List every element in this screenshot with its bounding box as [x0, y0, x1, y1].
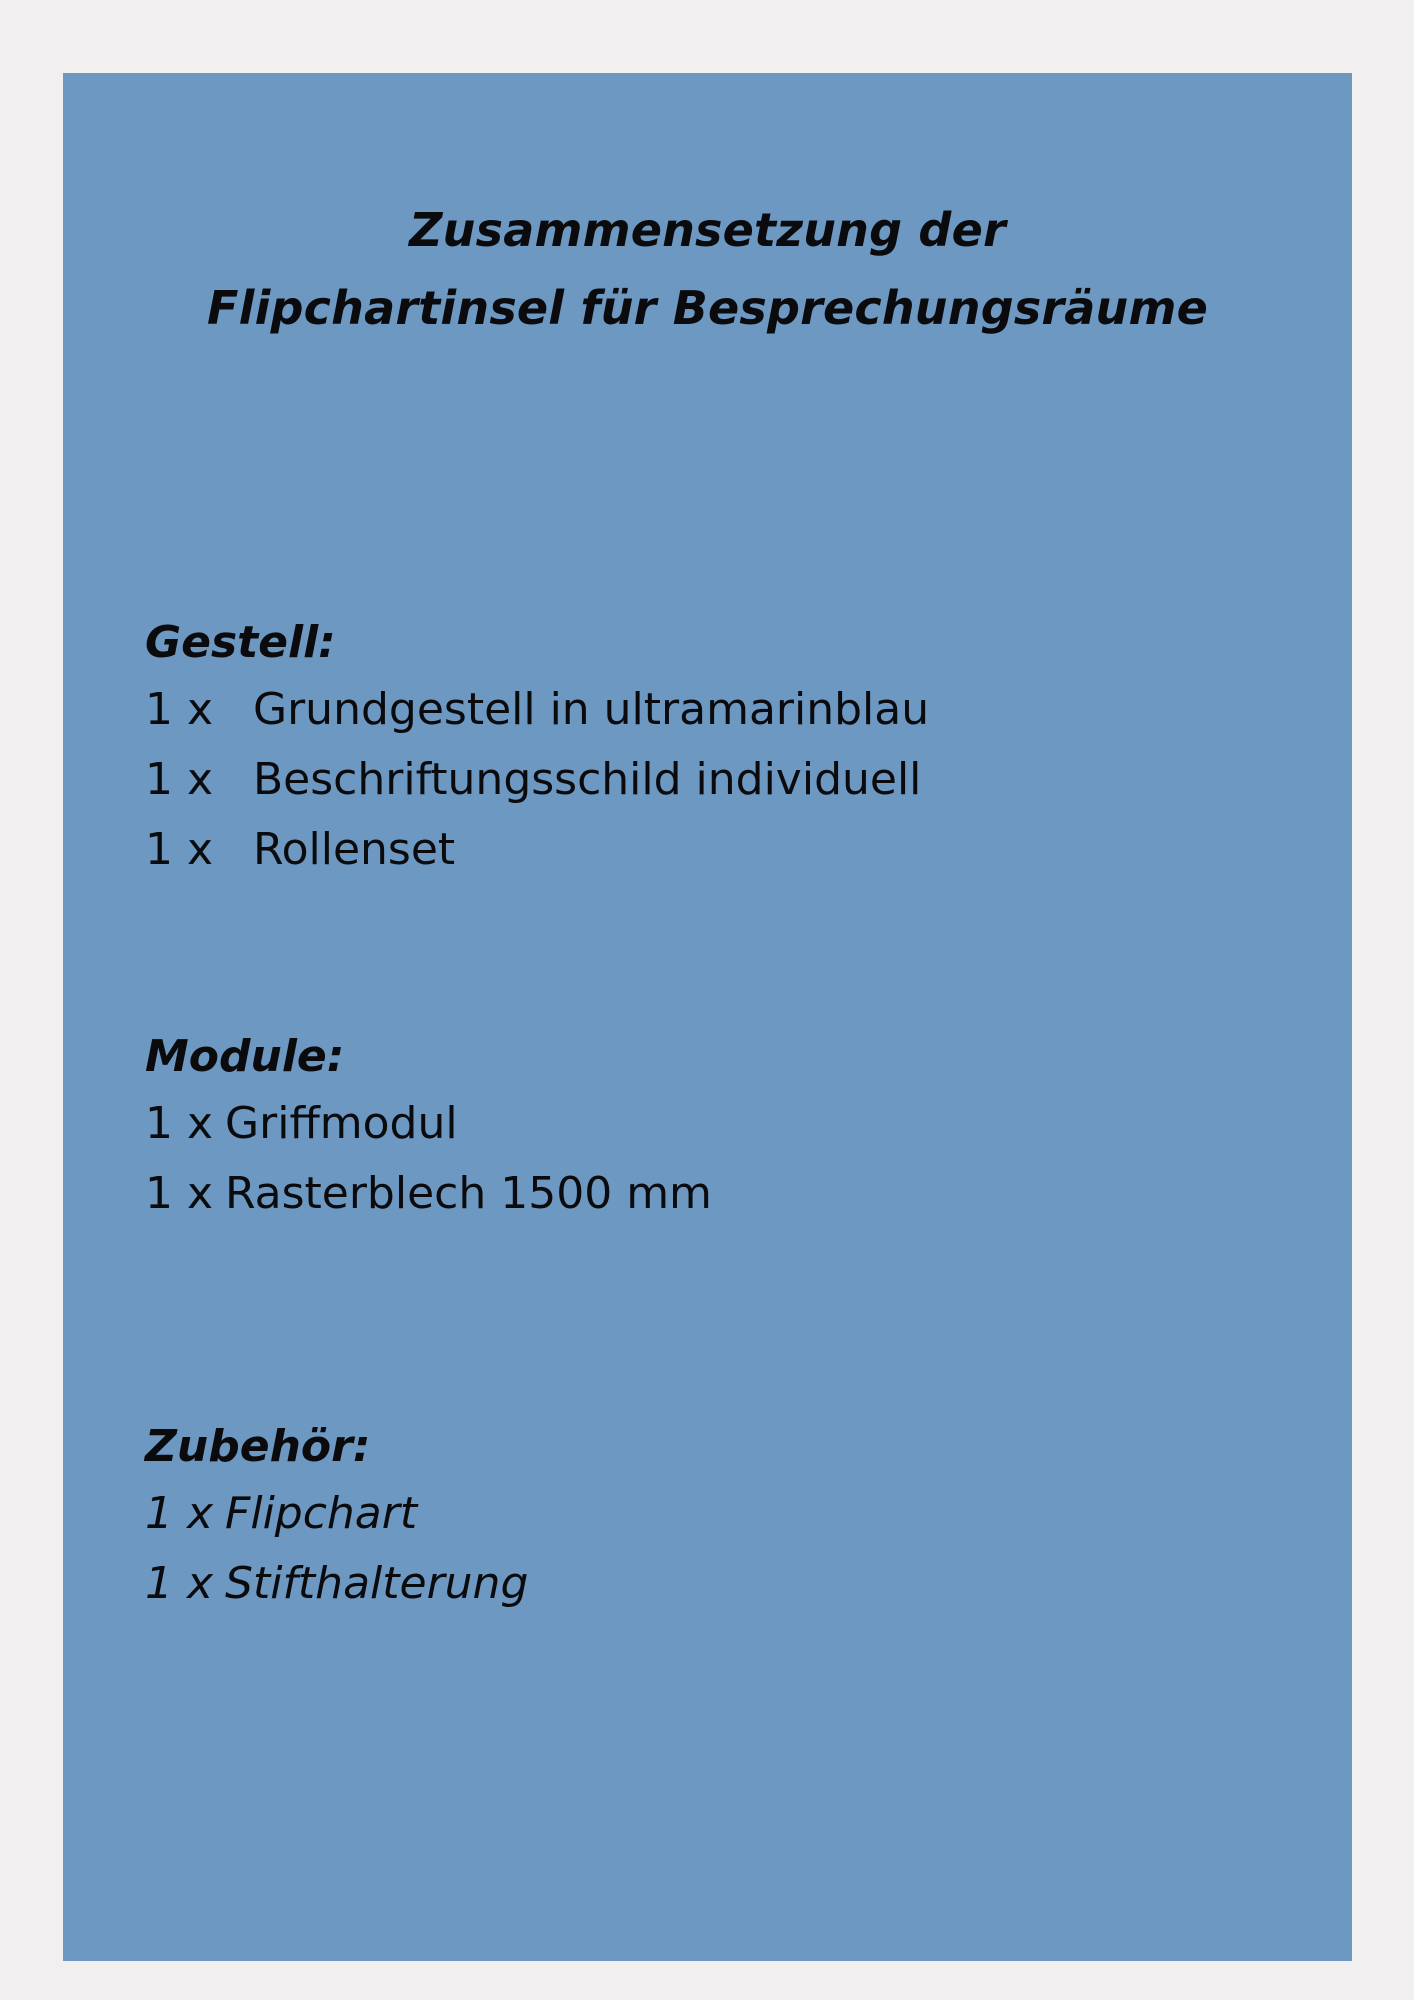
item-label: Grundgestell in ultramarinblau: [253, 684, 930, 735]
list-item: [145, 745, 929, 815]
item-quantity: 1 x: [145, 1168, 214, 1219]
list-item: [145, 1089, 712, 1159]
list-item: [145, 675, 929, 745]
item-quantity: 1 x: [145, 1098, 214, 1149]
section-gestell: [145, 617, 929, 885]
section-heading-gestell: Gestell:: [145, 617, 336, 668]
section-heading-zubehoer: Zubehör:: [145, 1421, 371, 1472]
item-list-module: [145, 1089, 712, 1229]
item-quantity: 1 x: [145, 1558, 214, 1609]
section-module: [145, 1031, 712, 1229]
document-title: [63, 191, 1352, 347]
title-line-2: Flipchartinsel für Besprechungsräume: [206, 281, 1209, 335]
item-label: Rollenset: [253, 824, 456, 875]
item-quantity: 1 x: [145, 824, 214, 875]
section-heading-module: Module:: [145, 1031, 345, 1082]
document-card: [63, 73, 1352, 1961]
list-item: [145, 1479, 528, 1549]
list-item: [145, 1159, 712, 1229]
item-quantity: 1 x: [145, 1488, 214, 1539]
item-quantity: 1 x: [145, 754, 214, 805]
list-item: [145, 1549, 528, 1619]
item-quantity: 1 x: [145, 684, 214, 735]
item-label: Beschriftungsschild individuell: [253, 754, 922, 805]
item-label: Griffmodul: [225, 1098, 458, 1149]
section-zubehoer: [145, 1421, 528, 1619]
item-label: Flipchart: [225, 1488, 418, 1539]
item-list-zubehoer: [145, 1479, 528, 1619]
item-list-gestell: [145, 675, 929, 885]
list-item: [145, 815, 929, 885]
item-label: Stifthalterung: [225, 1558, 529, 1609]
title-line-1: Zusammensetzung der: [409, 203, 1006, 257]
item-label: Rasterblech 1500 mm: [225, 1168, 712, 1219]
